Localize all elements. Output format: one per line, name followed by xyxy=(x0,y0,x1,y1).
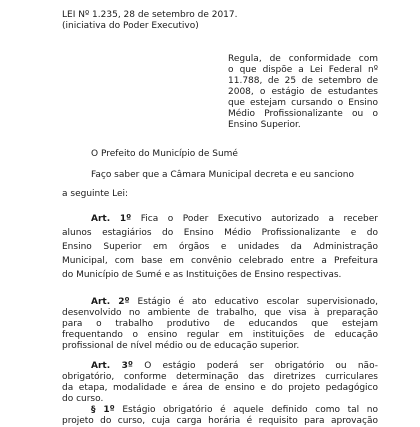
article-text: Estágio é ato educativo escolar supervisionado, xyxy=(129,297,378,307)
article-text: Fica o Poder Executivo autorizado a receber xyxy=(131,214,378,224)
article-text: O estágio poderá ser obrigatório ou não- xyxy=(132,361,378,371)
paragraph-1 xyxy=(62,405,378,427)
law-header xyxy=(62,10,237,32)
article-label: Art. 1º xyxy=(91,214,132,224)
article-line: alunos estagiários do Ensino Médio Profissionalizante e do xyxy=(62,228,378,238)
article-1 xyxy=(62,212,378,282)
ementa xyxy=(228,54,378,131)
ementa-line: Ensino Superior. xyxy=(228,120,301,130)
article-first-line xyxy=(62,212,378,226)
article-first-line xyxy=(62,361,378,372)
article-line: da etapa, modalidade e área de ensino e do projeto pedagógico xyxy=(62,383,378,393)
paragraph-text: Estágio obrigatório é aquele definido como tal no xyxy=(114,405,378,415)
sanction-line: a seguinte Lei: xyxy=(62,189,129,199)
mayor-line: O Prefeito do Município de Sumé xyxy=(91,149,238,159)
ementa-line: 2008, o estágio de estudantes xyxy=(228,87,378,97)
article-line: Municipal, com base em convênio celebrado entre a Prefeitura xyxy=(62,256,378,266)
article-line: desenvolvido no ambiente de trabalho, que visa à preparação xyxy=(62,308,378,318)
article-line: para o trabalho produtivo de educandos que estejam xyxy=(62,319,378,329)
article-line: Ensino Superior em órgãos e unidades da Administração xyxy=(62,242,378,252)
article-line: do Município de Sumé e as Instituições de Ensino respectivas. xyxy=(62,270,342,280)
paragraph-label: § 1º xyxy=(91,405,115,415)
preamble-sanction xyxy=(62,170,378,200)
law-title: LEI Nº 1.235, 28 de setembro de 2017. xyxy=(62,10,238,20)
article-line: profissional de nível médio ou de educação superior. xyxy=(62,341,300,351)
article-line: frequentando o ensino regular em instituições de educação xyxy=(62,330,378,340)
ementa-line: o que dispõe a Lei Federal nº xyxy=(228,65,378,75)
article-label: Art. 3º xyxy=(91,361,133,371)
sanction-line: Faço saber que a Câmara Municipal decreta e eu sanciono xyxy=(91,170,354,180)
article-line: do curso. xyxy=(62,394,104,404)
article-label: Art. 2º xyxy=(91,297,130,307)
ementa-line: 11.788, de 25 de setembro de xyxy=(228,76,378,86)
ementa-line: que estejam cursando o Ensino xyxy=(228,98,378,108)
article-3 xyxy=(62,361,378,405)
ementa-line: Médio Profissionalizante ou o xyxy=(228,109,378,119)
paragraph-first-line xyxy=(62,405,378,416)
article-2 xyxy=(62,297,378,352)
preamble-mayor xyxy=(91,149,238,160)
paragraph-line: projeto do curso, cuja carga horária é requisito para aprovação xyxy=(62,416,378,426)
ementa-line: Regula, de conformidade com xyxy=(228,54,378,64)
article-line: obrigatório, conforme determinação das diretrizes curriculares xyxy=(62,372,378,382)
law-initiative: (iniciativa do Poder Executivo) xyxy=(62,21,199,31)
article-first-line xyxy=(62,297,378,308)
